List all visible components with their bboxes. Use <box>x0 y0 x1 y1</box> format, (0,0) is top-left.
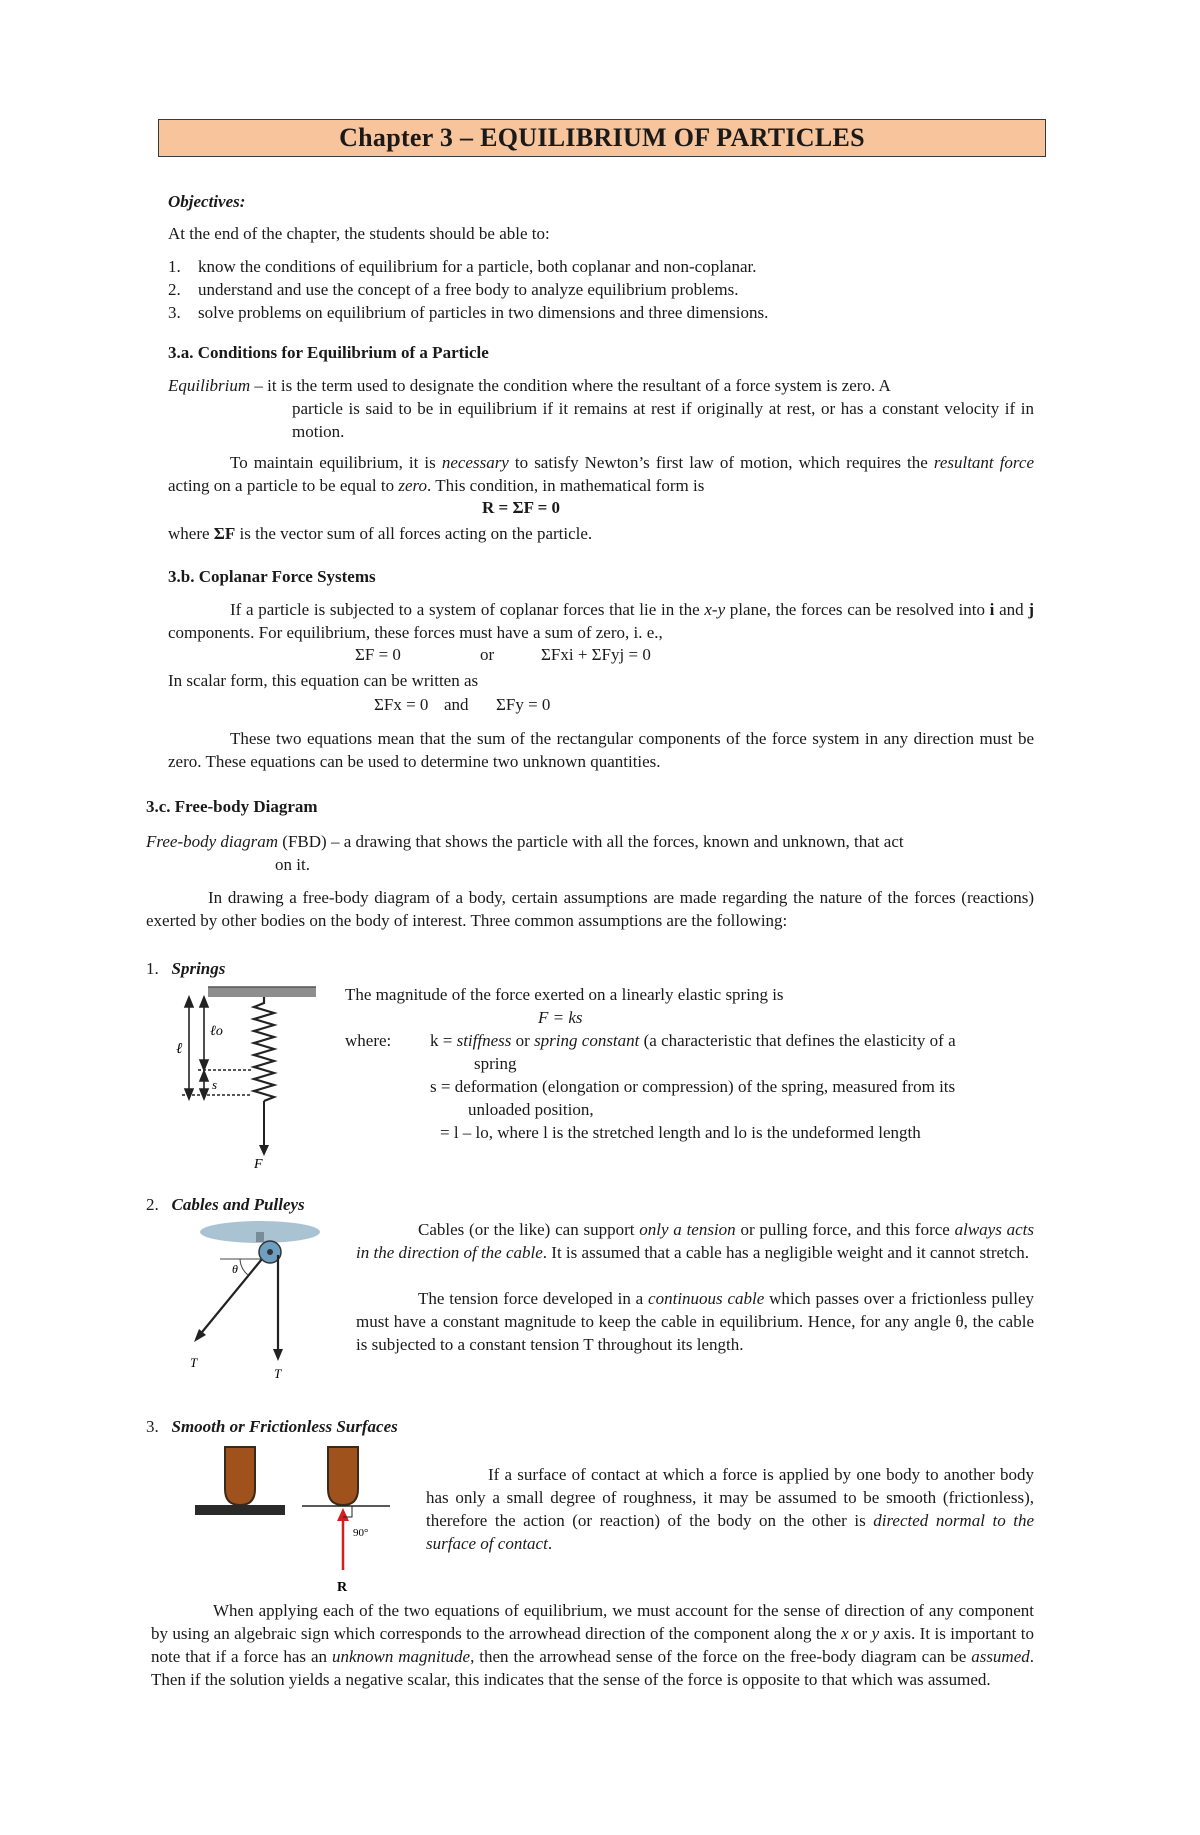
fbd-definition-cont: on it. <box>275 855 310 874</box>
cables-paragraph-2: The tension force developed in a continuous cable which passes over a frictionless pulley must have a constant magnitude to keep the cable in equilibrium. Hence, for any angle θ, the cable is subjected to a constant tension T throughout its length. <box>356 1289 1035 1354</box>
section-b-paragraph: If a particle is subjected to a system of coplanar forces that lie in the x-y plane, the forces can be resolved into i and j components. For equilibrium, these forces must have a sum of zero, i. e., <box>168 600 1034 642</box>
free-body <box>328 1447 358 1505</box>
section-c-heading: 3.c. Free-body Diagram <box>146 797 318 816</box>
section-b-heading: 3.b. Coplanar Force Systems <box>168 567 376 586</box>
spring-s-definition-cont: unloaded position, <box>468 1100 594 1119</box>
equilibrium-equation: R = ΣF = 0 <box>482 498 561 517</box>
section-c-paragraph: In drawing a free-body diagram of a body, certain assumptions are made regarding the nature of the forces (reactions) exerted by other bodies on the body of interest. Three common assumptions are the following: <box>146 888 1034 930</box>
springs-heading: 1. Springs <box>146 959 226 978</box>
where-sum-forces: where ΣF is the vector sum of all forces acting on the particle. <box>168 524 593 543</box>
list-item: 3. solve problems on equilibrium of particles in two dimensions and three dimensions. <box>168 303 769 322</box>
reaction-label: R <box>337 1580 348 1595</box>
scalar-equation-and: and <box>444 695 469 714</box>
spring-figure <box>168 983 328 1168</box>
force-arrowhead <box>259 1145 269 1156</box>
reaction-arrowhead <box>337 1508 349 1521</box>
scalar-equation-y: ΣFy = 0 <box>496 695 551 714</box>
pulley-angle-label: θ <box>232 1262 238 1276</box>
scalar-intro: In scalar form, this equation can be written as <box>168 671 479 690</box>
section-a-paragraph: To maintain equilibrium, it is necessary to satisfy Newton’s first law of motion, which requires the resultant force acting on a particle to be equal to zero. This condition, in mathematical form is <box>168 453 1034 495</box>
objectives-heading: Objectives: <box>168 192 246 211</box>
list-item: 2. understand and use the concept of a free body to analyze equilibrium problems. <box>168 280 739 299</box>
ceiling-support <box>208 987 316 997</box>
pulley-figure <box>190 1215 330 1380</box>
spring-k-definition: k = stiffness or spring constant (a characteristic that defines the elasticity of a <box>430 1031 956 1050</box>
vector-equation-right: ΣFxi + ΣFyj = 0 <box>541 645 651 664</box>
spring-where: where: <box>345 1031 392 1050</box>
surfaces-figure <box>190 1445 410 1595</box>
spring-formula: F = ks <box>538 1008 583 1027</box>
spring-k-definition-cont: spring <box>474 1054 517 1073</box>
equation-or: or <box>480 645 495 664</box>
tension-label-vertical: T <box>274 1366 282 1380</box>
spring-coil <box>254 997 274 1101</box>
list-item: 1. know the conditions of equilibrium for a particle, both coplanar and non-coplanar. <box>168 257 757 276</box>
objectives-intro: At the end of the chapter, the students should be able to: <box>168 224 550 243</box>
surfaces-heading: 3. Smooth or Frictionless Surfaces <box>146 1417 398 1436</box>
spring-s-formula: = l – lo, where l is the stretched length and lo is the undeformed length <box>440 1123 921 1142</box>
surfaces-paragraph: If a surface of contact at which a force is applied by one body to another body has only a small degree of roughness, it may be assumed to be smooth (frictionless), therefore the action (or reaction) of the body on the other is directed normal to the surface of contact. <box>426 1465 1034 1553</box>
fbd-definition: Free-body diagram (FBD) – a drawing that shows the particle with all the forces, known and unknown, that act <box>146 832 904 851</box>
vector-equation-left: ΣF = 0 <box>355 645 401 664</box>
scalar-equation-x: ΣFx = 0 <box>374 695 429 714</box>
spring-label-lo: ℓo <box>210 1024 223 1039</box>
tension-label-angled: T <box>190 1355 198 1370</box>
equilibrium-definition: Equilibrium – it is the term used to designate the condition where the resultant of a force system is zero. A <box>168 376 891 395</box>
cables-heading: 2. Cables and Pulleys <box>146 1195 305 1214</box>
section-b-closing: These two equations mean that the sum of the rectangular components of the force system in any direction must be zero. These equations can be used to determine two unknown quantities. <box>168 729 1034 771</box>
body-on-surface <box>225 1447 255 1505</box>
spring-label-f: F <box>254 1157 263 1168</box>
chapter-title: Chapter 3 – EQUILIBRIUM OF PARTICLES <box>158 119 1046 157</box>
right-angle-label: 90° <box>353 1527 369 1539</box>
equilibrium-definition-cont: particle is said to be in equilibrium if it remains at rest if originally at rest, or has a constant velocity if in motion. <box>292 399 1034 441</box>
section-a-heading: 3.a. Conditions for Equilibrium of a Particle <box>168 343 489 362</box>
cable-angled <box>198 1259 262 1337</box>
objectives-list <box>168 255 1048 324</box>
cables-paragraph-1: Cables (or the like) can support only a tension or pulling force, and this force always acts in the direction of the cable. It is assumed that a cable has a negligible weight and it cannot stretch. <box>356 1220 1035 1262</box>
spring-s-definition: s = deformation (elongation or compression) of the spring, measured from its <box>430 1077 956 1096</box>
spring-label-l: ℓ <box>176 1041 183 1057</box>
closing-paragraph: When applying each of the two equations of equilibrium, we must account for the sense of direction of any component by using an algebraic sign which corresponds to the arrowhead direction of the component along the x or y axis. It is important to note that if a force has an unknown magnitude, then the arrowhead sense of the force on the free-body diagram can be assumed. Then if the solution yields a negative scalar, this indicates that the sense of the force is opposite to that which was assumed. <box>151 1601 1035 1689</box>
spring-label-s: s <box>212 1077 218 1092</box>
rough-surface <box>195 1505 285 1515</box>
spring-intro: The magnitude of the force exerted on a linearly elastic spring is <box>345 985 784 1004</box>
